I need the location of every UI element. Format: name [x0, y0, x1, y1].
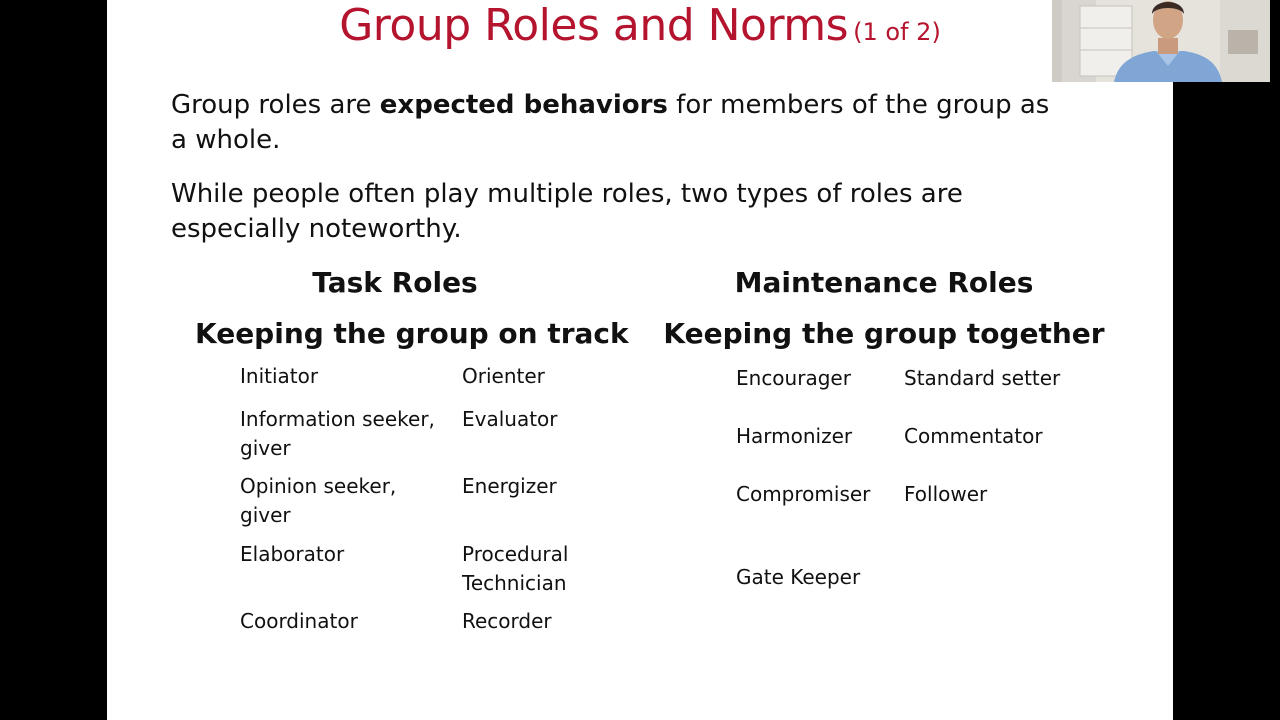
task-role-coordinator: Coordinator [240, 609, 358, 633]
maintenance-role-commentator: Commentator [904, 424, 1043, 448]
presenter-webcam [1052, 0, 1270, 82]
maintenance-roles-heading: Maintenance Roles [734, 266, 1034, 299]
maintenance-role-gate-keeper: Gate Keeper [736, 565, 861, 589]
slide [107, 0, 1173, 720]
task-role-procedural-technician: Procedural Technician [462, 542, 569, 595]
task-role-evaluator: Evaluator [462, 407, 558, 431]
task-roles-heading: Task Roles [312, 266, 478, 299]
maintenance-roles-subheading: Keeping the group together [663, 317, 1105, 350]
task-roles-subheading: Keeping the group on track [195, 317, 629, 350]
intro-text-end: for members of the group as a whole. [171, 90, 1050, 155]
maintenance-role-follower: Follower [904, 482, 988, 506]
roles-paragraph: While people often play multiple roles, two types of roles are especially noteworthy. [171, 179, 963, 244]
slide-title-suffix: (1 of 2) [853, 18, 941, 46]
presenter-video-icon [1052, 0, 1270, 82]
maintenance-role-harmonizer: Harmonizer [736, 424, 853, 448]
intro-text-start: Group roles are [171, 90, 380, 120]
intro-emphasis: expected behaviors [379, 90, 668, 120]
task-role-orienter: Orienter [462, 364, 545, 388]
task-role-elaborator: Elaborator [240, 542, 345, 566]
slide-title [107, 0, 1173, 52]
maintenance-role-standard-setter: Standard setter [904, 366, 1061, 390]
maintenance-role-compromiser: Compromiser [736, 482, 871, 506]
task-role-information-seeker: Information seeker, giver [240, 407, 435, 460]
task-role-energizer: Energizer [462, 474, 557, 498]
slide-title-text: Group Roles and Norms [339, 0, 849, 51]
maintenance-role-encourager: Encourager [736, 366, 851, 390]
intro-paragraph [171, 88, 1071, 158]
task-role-opinion-seeker: Opinion seeker, giver [240, 474, 397, 527]
task-role-recorder: Recorder [462, 609, 552, 633]
task-role-initiator: Initiator [240, 364, 319, 388]
